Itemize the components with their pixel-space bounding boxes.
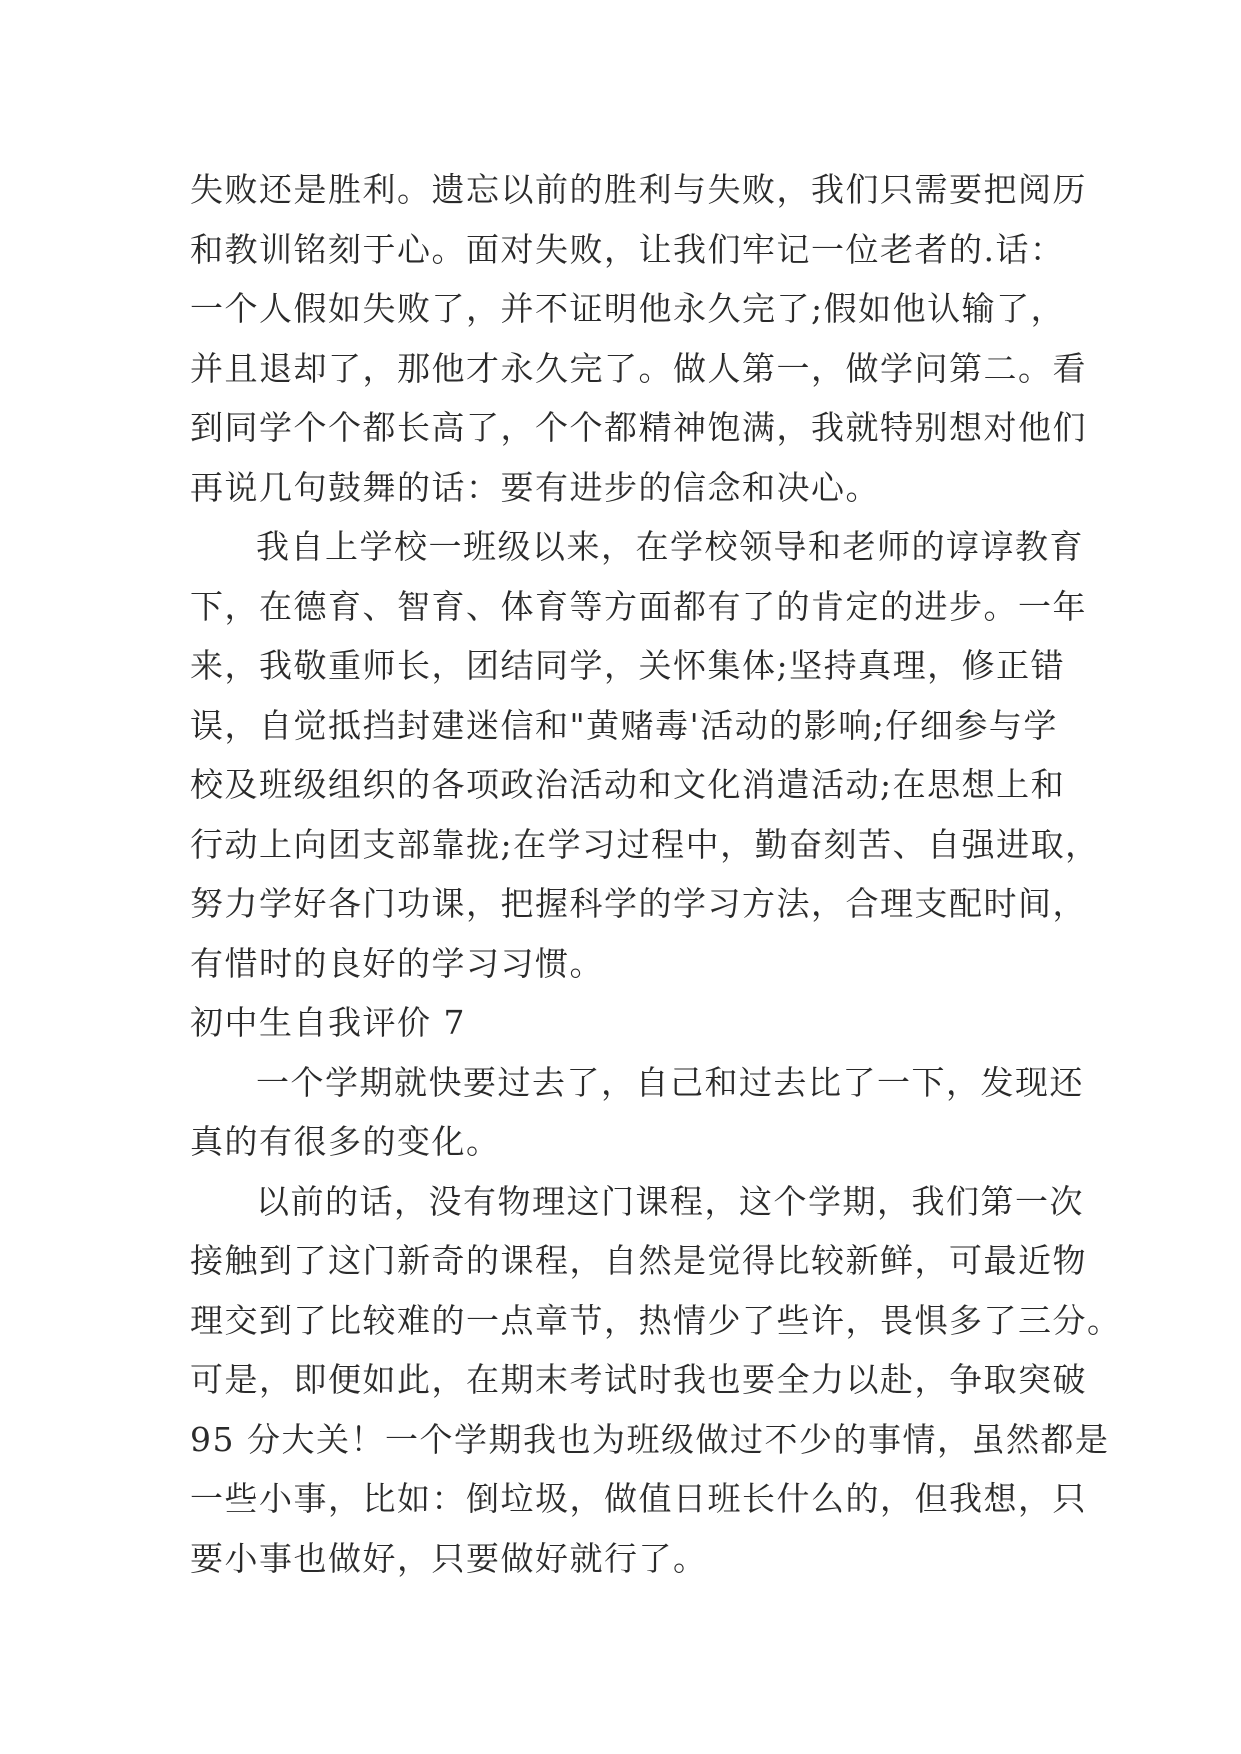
text-line: 行动上向团支部靠拢;在学习过程中，勤奋刻苦、自强进取，	[190, 824, 1100, 864]
text-line: 并且退却了，那他才永久完了。做人第一，做学问第二。看	[190, 348, 1087, 388]
text-line: 以前的话，没有物理这门课程，这个学期，我们第一次	[256, 1181, 1084, 1221]
text-line: 可是，即便如此，在期末考试时我也要全力以赴，争取突破	[190, 1360, 1087, 1399]
text-line: 努力学好各门功课，把握科学的学习方法，合理支配时间，	[190, 884, 1087, 923]
text-line: 来，我敬重师长，团结同学，关怀集体;坚持真理，修正错	[190, 646, 1066, 685]
text-line: 失败还是胜利。遗忘以前的胜利与失败，我们只需要把阅历	[190, 170, 1087, 209]
text-line: 校及班级组织的各项政治活动和文化消遣活动;在思想上和	[190, 765, 1066, 804]
text-line: 我自上学校一班级以来，在学校领导和老师的谆谆教育	[256, 527, 1084, 566]
text-line: 有惜时的良好的学习习惯。	[190, 943, 604, 983]
text-line: 95 分大关！一个学期我也为班级做过不少的事情，虽然都是	[190, 1419, 1110, 1459]
text-line: 一个学期就快要过去了，自己和过去比了一下，发现还	[256, 1062, 1084, 1102]
text-line: 要小事也做好，只要做好就行了。	[190, 1538, 708, 1578]
text-line: 和教训铭刻于心。面对失败，让我们牢记一位老者的.话：	[190, 229, 1065, 269]
text-line: 再说几句鼓舞的话：要有进步的信念和决心。	[190, 467, 880, 507]
section-heading: 初中生自我评价 7	[190, 1003, 466, 1042]
text-line: 理交到了比较难的一点章节，热情少了些许，畏惧多了三分。	[190, 1300, 1122, 1340]
text-line: 误，自觉抵挡封建迷信和"黄赌毒'活动的影响;仔细参与学	[190, 705, 1058, 745]
text-line: 一个人假如失败了，并不证明他永久完了;假如他认输了，	[190, 289, 1066, 328]
text-line: 接触到了这门新奇的课程，自然是觉得比较新鲜，可最近物	[190, 1241, 1087, 1280]
text-line: 到同学个个都长高了，个个都精神饱满，我就特别想对他们	[190, 408, 1087, 447]
document-body	[190, 160, 1122, 1588]
text-line: 下，在德育、智育、体育等方面都有了的肯定的进步。一年	[190, 586, 1087, 626]
text-line: 一些小事，比如：倒垃圾，做值日班长什么的，但我想，只	[190, 1479, 1087, 1518]
text-line: 真的有很多的变化。	[190, 1122, 501, 1161]
